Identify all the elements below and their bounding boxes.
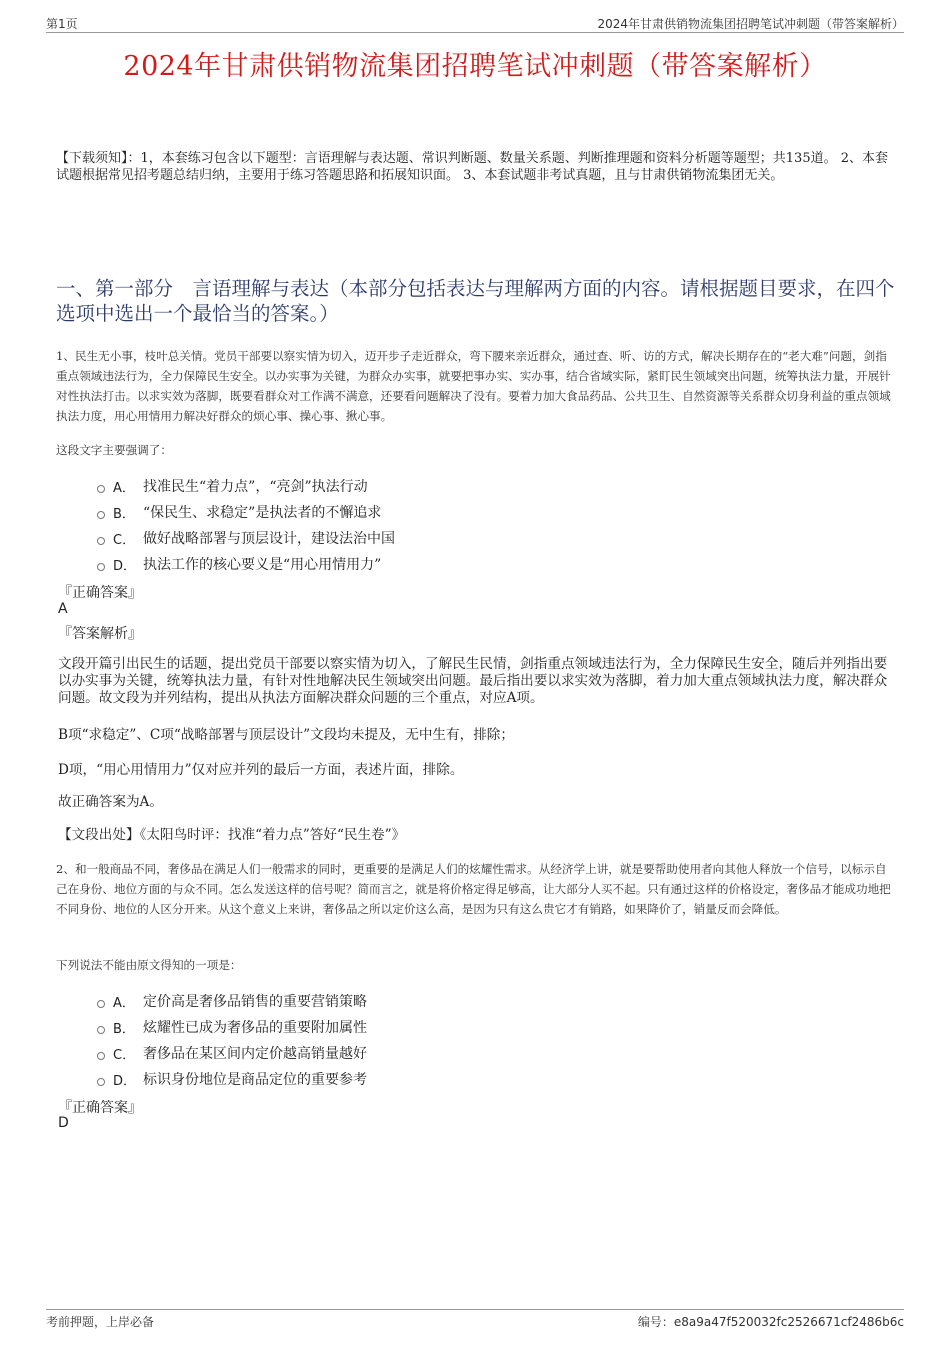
question-1-option-b[interactable]: B． “保民生、求稳定”是执法者的不懈追求 <box>97 501 381 523</box>
question-1-option-a[interactable]: A． 找准民生“着力点”，“亮剑”执法行动 <box>97 475 368 497</box>
question-2-answer-label: 『正确答案』 <box>58 1100 142 1116</box>
question-2-option-d[interactable]: D． 标识身份地位是商品定位的重要参考 <box>97 1068 367 1090</box>
page-header <box>46 14 904 33</box>
page-number: 第1页 <box>46 17 78 31</box>
question-1-answer-label: 『正确答案』 <box>58 585 142 601</box>
radio-icon[interactable] <box>97 563 105 571</box>
question-1-answer: A <box>58 601 68 617</box>
radio-icon[interactable] <box>97 537 105 545</box>
question-1-stem: 1、民生无小事，枝叶总关情。党员干部要以察实情为切入，迈开步子走近群众，弯下腰来亲近群众，通过查、听、访的方式，解决长期存在的“老大难”问题，剑指重点领域违法行为，全力保障民生安全。以办实事为关键，为群众办实事，就要把事办实、实办事，结合省域实际，紧盯民生领域突出问题，统筹执法力量，开展针对性执法打击。以求实效为落脚，既要看群众对工作满不满意，还要看问题解决了没有。要着力加大食品药品、公共卫生、自然资源等关系群众切身利益的重点领域执法力度，用心用情用力解决好群众的烦心事、操心事、揪心事。 <box>56 349 891 423</box>
question-2-stem: 2、和一般商品不同，奢侈品在满足人们一般需求的同时，更重要的是满足人们的炫耀性需求。从经济学上讲，就是要帮助使用者向其他人释放一个信号，以标示自己在身份、地位方面的与众不同。怎么发送这样的信号呢？简而言之，就是将价格定得足够高，让大部分人买不起。只有通过这样的价格设定，奢侈品才能成功地把不同身份、地位的人区分开来。从这个意义上来讲，奢侈品之所以定价这么高，是因为只有这么贵它才有销路，如果降价了，销量反而会降低。 <box>56 862 891 916</box>
analysis-paragraph: B项“求稳定”、C项“战略部署与顶层设计”文段均未提及，无中生有，排除； <box>58 727 514 743</box>
question-2-answer: D <box>58 1115 69 1131</box>
analysis-paragraph: 故正确答案为A。 <box>58 794 163 810</box>
radio-icon[interactable] <box>97 485 105 493</box>
question-2-prompt: 下列说法不能由原文得知的一项是： <box>56 958 242 972</box>
section-title: 一、第一部分 言语理解与表达（本部分包括表达与理解两方面的内容。请根据题目要求，在四个选项中选出一个最恰当的答案。） <box>56 277 895 325</box>
analysis-paragraph: D项，“用心用情用力”仅对应并列的最后一方面，表述片面，排除。 <box>58 762 464 778</box>
radio-icon[interactable] <box>97 1052 105 1060</box>
question-1-analysis-label: 『答案解析』 <box>58 626 142 642</box>
question-1-prompt: 这段文字主要强调了： <box>56 443 172 457</box>
footer-slogan: 考前押题，上岸必备 <box>46 1315 155 1329</box>
analysis-source: 【文段出处】《太阳鸟时评：找准“着力点”答好“民生卷”》 <box>58 827 406 843</box>
download-notice: 【下载须知】：1，本套练习包含以下题型：言语理解与表达题、常识判断题、数量关系题、判断推理题和资料分析题等题型；共135道。 2、本套试题根据常见招考题总结归纳，主要用于练习答题思路和拓展知识面。 3、本套试题非考试真题，且与甘肃供销物流集团无关。 <box>56 151 888 183</box>
radio-icon[interactable] <box>97 511 105 519</box>
document-title: 2024年甘肃供销物流集团招聘笔试冲刺题（带答案解析） <box>123 51 827 82</box>
radio-icon[interactable] <box>97 1026 105 1034</box>
page-footer <box>46 1309 904 1330</box>
footer-serial: 编号：e8a9a47f520032fc2526671cf2486b6c <box>637 1315 904 1329</box>
analysis-paragraph: 文段开篇引出民生的话题，提出党员干部要以察实情为切入，了解民生民情，剑指重点领域违法行为，全力保障民生安全，随后并列指出要以办实事为关键，统筹执法力量，有针对性地解决民生领域突出问题。最后指出要以求实效为落脚，着力加大重点领域执法力度，解决群众问题。故文段为并列结构，提出从执法方面解决群众问题的三个重点，对应A项。 <box>58 656 888 706</box>
header-doc-name: 2024年甘肃供销物流集团招聘笔试冲刺题（带答案解析） <box>597 17 904 31</box>
question-2-option-a[interactable]: A． 定价高是奢侈品销售的重要营销策略 <box>97 990 367 1012</box>
question-2-option-b[interactable]: B． 炫耀性已成为奢侈品的重要附加属性 <box>97 1016 367 1038</box>
radio-icon[interactable] <box>97 1000 105 1008</box>
radio-icon[interactable] <box>97 1078 105 1086</box>
question-1-option-c[interactable]: C． 做好战略部署与顶层设计，建设法治中国 <box>97 527 395 549</box>
question-1-option-d[interactable]: D． 执法工作的核心要义是“用心用情用力” <box>97 553 381 575</box>
question-2-option-c[interactable]: C． 奢侈品在某区间内定价越高销量越好 <box>97 1042 367 1064</box>
